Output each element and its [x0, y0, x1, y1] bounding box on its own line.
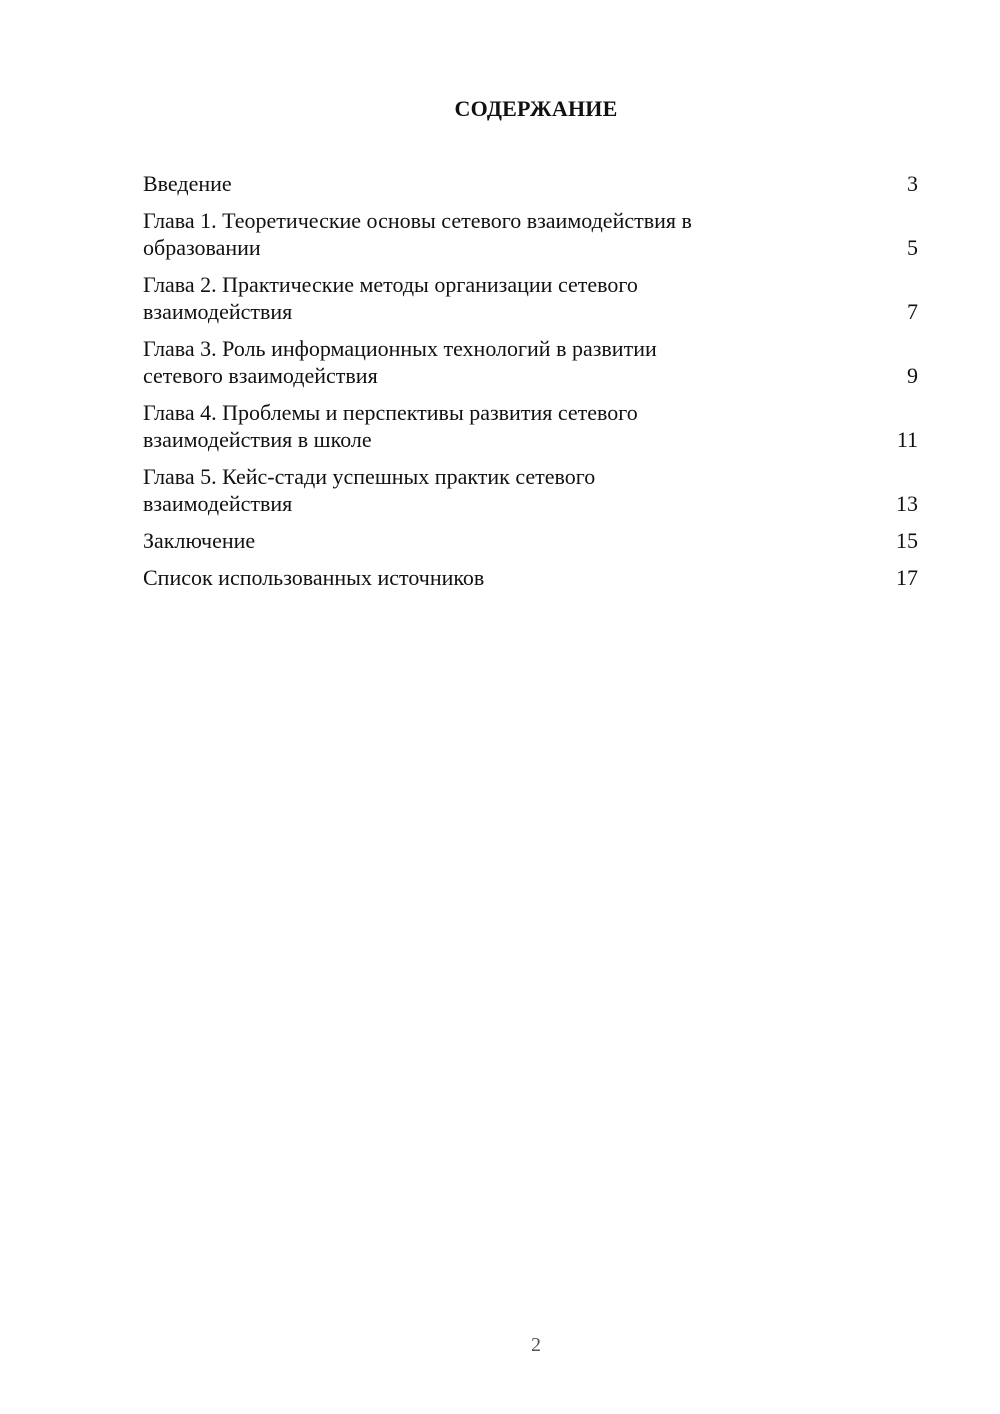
- toc-entry-chapter-5: [143, 463, 918, 517]
- toc-entry-text: Глава 3. Роль информационных технологий в развитии сетевого взаимодействия: [143, 336, 657, 388]
- toc-entry-page: 9: [907, 363, 918, 388]
- toc-entry-page: 17: [896, 565, 918, 590]
- toc-entry-text: Глава 2. Практические методы организации сетевого взаимодействия: [143, 272, 638, 324]
- toc-entry-chapter-3: [143, 335, 918, 389]
- toc-entry-conclusion: [143, 527, 918, 554]
- toc-entry-chapter-2: [143, 271, 918, 325]
- toc-entry-page: 15: [896, 528, 918, 553]
- page-number: 2: [531, 1334, 541, 1356]
- toc-entry-text: Список использованных источников: [143, 565, 485, 590]
- toc-entry-page: 5: [907, 235, 918, 260]
- table-of-contents: [143, 170, 918, 601]
- toc-entry-references: [143, 564, 918, 591]
- toc-entry-text: Глава 4. Проблемы и перспективы развития сетевого взаимодействия в школе: [143, 400, 638, 452]
- toc-entry-page: 3: [907, 171, 918, 196]
- toc-entry-introduction: [143, 170, 918, 197]
- toc-entry-chapter-1: [143, 207, 918, 261]
- toc-entry-page: 13: [896, 491, 918, 516]
- toc-entry-text: Глава 1. Теоретические основы сетевого взаимодействия в образовании: [143, 208, 692, 260]
- toc-entry-text: Глава 5. Кейс-стади успешных практик сетевого взаимодействия: [143, 464, 596, 516]
- toc-entry-text: Введение: [143, 171, 232, 196]
- toc-entry-chapter-4: [143, 399, 918, 453]
- toc-entry-page: 11: [896, 427, 918, 452]
- toc-entry-text: Заключение: [143, 528, 256, 553]
- toc-title: СОДЕРЖАНИЕ: [454, 96, 618, 121]
- toc-entry-page: 7: [907, 299, 918, 324]
